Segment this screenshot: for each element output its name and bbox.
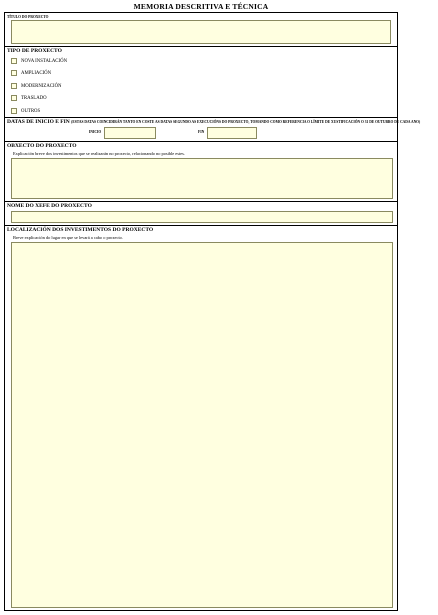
datas-label: DATAS DE INICIO E FIN bbox=[7, 119, 70, 125]
xefe-label: NOME DO XEFE DO PROXECTO bbox=[7, 203, 92, 209]
datas-label-line bbox=[7, 119, 420, 125]
option-label: NOVA INSTALACIÓN bbox=[21, 58, 68, 64]
option-label: OUTROS bbox=[21, 108, 41, 114]
project-form bbox=[4, 12, 421, 611]
option-label: MODERNIZACIÓN bbox=[21, 83, 62, 89]
option-label: AMPLIACIÓN bbox=[21, 70, 52, 76]
section-titulo bbox=[5, 13, 397, 47]
checkbox[interactable] bbox=[11, 108, 17, 114]
page-title: MEMORIA DESCRITIVA E TÉCNICA bbox=[133, 2, 269, 11]
datas-note: (ESTAS DATAS COINCIDIRÁN TANTO EN COSTE AS DATAS SEGUNDO AS EXECUCIÓNS DO PROXECTO, TOMANDO COMO REFERENCIA O LÍMITE DE XUSTIFICACIÓN O 31 DE OUTUBRO DE CADA ANO) bbox=[71, 120, 421, 124]
obxecto-label: OBXECTO DO PROXECTO bbox=[7, 143, 77, 149]
option-label: TRASLADO bbox=[21, 95, 47, 101]
inicio-field[interactable] bbox=[104, 127, 156, 139]
fin-label: FIN bbox=[198, 130, 205, 134]
localizacion-label: LOCALIZACIÓN DOS INVESTIMENTOS DO PROXECTO bbox=[7, 227, 154, 233]
option-outros[interactable] bbox=[11, 107, 40, 115]
option-ampliacion[interactable] bbox=[11, 69, 51, 77]
obxecto-field[interactable] bbox=[11, 158, 393, 199]
obxecto-help: Explicación breve dos investimentos que se realizarán no proxecto, relacionando no posible estes. bbox=[13, 151, 185, 156]
xefe-field[interactable] bbox=[11, 211, 393, 223]
section-obxecto bbox=[5, 142, 397, 202]
option-nova-instalacion[interactable] bbox=[11, 57, 67, 65]
section-datas bbox=[5, 118, 421, 142]
inicio-label: INICIO bbox=[89, 130, 102, 134]
checkbox[interactable] bbox=[11, 83, 17, 89]
fin-field[interactable] bbox=[207, 127, 257, 139]
tipo-label: TIPO DE PROXECTO bbox=[7, 48, 62, 54]
localizacion-field[interactable] bbox=[11, 242, 393, 608]
checkbox[interactable] bbox=[11, 70, 17, 76]
checkbox[interactable] bbox=[11, 58, 17, 64]
titulo-field[interactable] bbox=[11, 20, 391, 44]
section-xefe bbox=[5, 202, 397, 226]
localizacion-help: Breve explicación do lugar en que se levará a cabo o proxecto. bbox=[13, 235, 123, 240]
titulo-label: TÍTULO DO PROXECTO bbox=[7, 15, 49, 19]
checkbox[interactable] bbox=[11, 95, 17, 101]
option-modernizacion[interactable] bbox=[11, 82, 62, 90]
section-tipo bbox=[5, 47, 397, 118]
option-traslado[interactable] bbox=[11, 94, 47, 102]
section-localizacion bbox=[5, 226, 397, 610]
